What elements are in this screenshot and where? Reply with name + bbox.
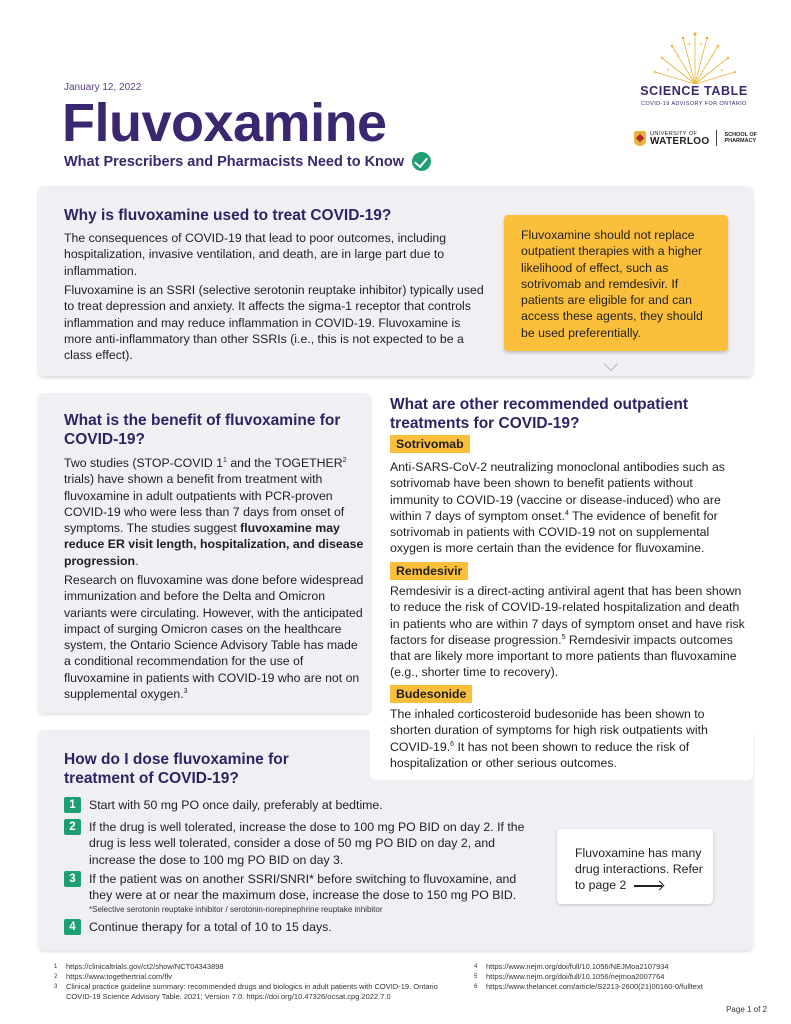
remdesivir-text-a: Remdesivir is a direct-acting antiviral agent that has been shown to reduce the risk of COVID-19-related hospitalization and death in patients who are within 7 days of symptom onset and have risk factors for disease progression. [390,584,745,647]
reference-item [54,982,464,1002]
publication-date: January 12, 2022 [64,82,142,93]
sotrivomab-text [390,459,745,557]
footnote-ref: 2 [342,456,347,464]
reference-number: 2 [54,974,58,980]
reference-item [474,972,774,982]
dose-step [64,819,534,868]
sotrivomab-tag: Sotrivomab [390,435,470,453]
school-line-2: PHARMACY [724,138,757,144]
benefit-paragraph-1 [64,455,364,569]
drug-interactions-box [557,829,713,904]
reference-text: https://clinicaltrials.gov/ct2/show/NCT04343898 [66,962,224,971]
benefit-text-end: . [135,553,139,568]
reference-text: https://www.togethertrial.com/flv [66,972,172,981]
step-number-badge: 1 [64,797,81,813]
reference-number: 6 [474,984,478,990]
step-text: Start with 50 mg PO once daily, preferably at bedtime. [89,798,383,812]
reference-item [474,982,774,992]
dose-step [64,797,383,813]
dose-step [64,871,534,915]
remdesivir-tag: Remdesivir [390,562,468,580]
footnote-ref: 1 [223,456,227,464]
check-circle-icon [412,152,431,171]
uwaterloo-wordmark [650,130,709,146]
reference-number: 5 [474,974,478,980]
footnote-ref: 4 [564,509,569,517]
reference-text: https://www.thelancet.com/article/S2213-2600(21)00160-0/fulltext [486,982,703,991]
science-table-logo-text: SCIENCE TABLE [640,84,748,98]
page-title: Fluvoxamine [62,93,387,153]
why-paragraph-2: Fluvoxamine is an SSRI (selective serotonin reuptake inhibitor) typically used to treat depression and anxiety. It affects the sigma-1 receptor that controls inflammation and may reduce inflammation in COVID-19. Fluvoxamine is more anti-inflammatory than other SSRIs (i.e., this is not expected to be a class effect). [64,283,484,363]
uwaterloo-small-text: UNIVERSITY OF [650,131,698,137]
logo-divider [716,130,717,146]
school-of-pharmacy-text [724,132,757,145]
dose-heading: How do I dose fluvoxamine for treatment of COVID-19? [64,751,289,787]
budesonide-text [390,706,745,771]
step-text: If the drug is well tolerated, increase the dose to 100 mg PO BID on day 2. If the drug is less well tolerated, consider a dose of 50 mg PO BID on day 2, and increase the dose to 100 mg PO BID on day 3. [89,820,525,867]
arrow-right-icon [634,885,662,887]
benefit-key-finding: fluvoxamine may reduce ER visit length, hospitalization, and disease progression [64,521,364,568]
ssri-footnote: *Selective serotonin reuptake inhibitor / serotonin-norepinephrine reuptake inhibitor [89,904,383,914]
page-number: Page 1 of 2 [726,1005,767,1014]
preference-callout: Fluvoxamine should not replace outpatient therapies with a higher likelihood of effect, such as sotrivomab and remdesivir. If patients are eligible for and can access these agents, they should be used preferentially. [504,215,728,351]
step-text: If the patient was on another SSRI/SNRI* before switching to fluvoxamine, and they were at or near the maximum dose, increase the dose to 150 mg PO BID. [89,872,517,903]
reference-text: Clinical practice guideline summary: recommended drugs and biologics in adult patients with COVID-19. Ontario COVID-19 Science Advisory Table. 2021; Version 7.0. https://doi.org/10.47326/ocsat.cpg.2022.7.0 [66,982,438,1001]
remdesivir-text [390,583,745,681]
dose-step [64,919,332,935]
step-text: Continue therapy for a total of 10 to 15 days. [89,920,332,934]
science-table-rays-logo [650,30,740,86]
budesonide-text-a: The inhaled corticosteroid budesonide has been shown to shorten duration of symptoms for high risk outpatients with COVID-19. [390,707,708,754]
reference-item [474,962,774,972]
benefit-text-c: trials) have shown a benefit from treatment with fluvoxamine in adult outpatients with PCR-proven COVID-19 who were less than 7 days from onset of symptoms. The studies suggest [64,472,345,536]
footnote-ref: 5 [561,633,566,641]
budesonide-tag: Budesonide [390,685,472,703]
footnote-ref: 3 [183,687,188,695]
reference-number: 3 [54,984,58,990]
footnote-ref: 6 [450,740,455,748]
remdesivir-text-b: Remdesivir impacts outcomes that are likely more important to more patients than fluvoxamine (e.g., shorter time to recovery). [390,632,737,680]
uwaterloo-shield-icon [634,131,646,146]
references-left [54,962,464,1002]
sotrivomab-text-a: Anti-SARS-CoV-2 neutralizing monoclonal antibodies such as sotrivomab have been shown to benefit patients without immunity to COVID-19 (vaccine or disease-induced) who are within 7 days of symptom onset. [390,460,725,523]
uwaterloo-big-text: WATERLOO [650,136,710,147]
why-paragraph-1: The consequences of COVID-19 that lead to poor outcomes, including hospitalization, invasive ventilation, and death, are in large part due to inflammation. [64,231,447,278]
page-subtitle [64,152,431,171]
budesonide-text-b: It has not been shown to reduce the risk of hospitalization or other serious outcomes. [390,739,690,770]
drug-interactions-text: Fluvoxamine has many drug interactions. Refer to page 2 [575,846,703,892]
school-line-1: SCHOOL OF [724,131,758,138]
subtitle-text: What Prescribers and Pharmacists Need to Know [64,153,405,170]
other-treatments-heading: What are other recommended outpatient treatments for COVID-19? [390,396,688,432]
benefit-paragraph-2 [64,572,364,702]
uwaterloo-logo [634,130,757,146]
reference-number: 1 [54,964,58,970]
reference-text: https://www.nejm.org/doi/full/10.1056/nejmoa2007764 [486,972,665,981]
science-table-logo-subtext: COVID-19 ADVISORY FOR ONTARIO [641,101,747,107]
reference-item [54,972,464,982]
references-right [474,962,774,992]
step-content [89,871,534,915]
step-number-badge: 4 [64,919,81,935]
benefit-text-p2: Research on fluvoxamine was done before widespread immunization and before the Delta and Omicron variants were circulating. However, with the anticipated impact of surging Omicron cases on the healthcare system, the Ontario Science Advisory Table has made a conditional recommendation for the use of fluvoxamine in patients with COVID-19 who are not on supplemental oxygen. [64,573,364,702]
sotrivomab-text-b: The evidence of benefit for sotrivomab in patients with COVID-19 not on supplemental oxygen is more certain than the evidence for fluvoxamine. [390,508,718,556]
step-number-badge: 2 [64,819,81,835]
benefit-text-b: and the TOGETHER [226,456,343,470]
benefit-heading: What is the benefit of fluvoxamine for COVID-19? [64,412,341,448]
reference-number: 4 [474,964,478,970]
benefit-text-a: Two studies (STOP-COVID 1 [64,456,223,470]
reference-item [54,962,464,972]
step-number-badge: 3 [64,871,81,887]
reference-text: https://www.nejm.org/doi/full/10.1056/NEJMoa2107934 [486,962,669,971]
why-heading: Why is fluvoxamine used to treat COVID-19? [64,207,392,224]
